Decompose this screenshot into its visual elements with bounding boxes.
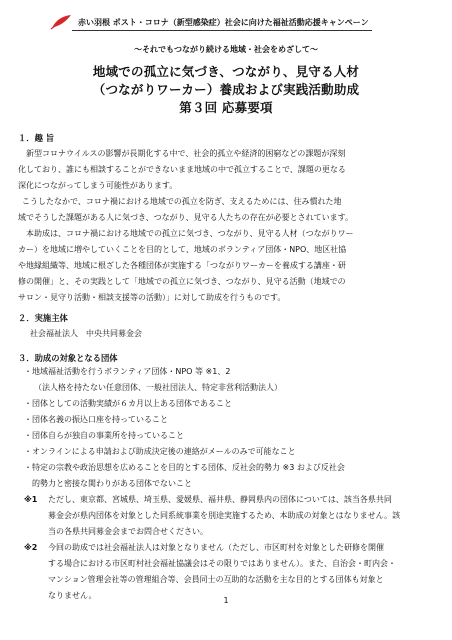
text-line: 本助成は、コロナ禍における地域での孤立に気づき、つながり、見守る人材（つながりワー: [26, 229, 354, 238]
purpose-paragraph-1: [18, 146, 436, 194]
list-item: （法人格を持たない任意団体、一般社団法人、特定非営利活動法人）: [34, 383, 282, 392]
section-heading-purpose: １．趣 旨: [18, 133, 55, 143]
note-text: マンション管理会社等の管理組合等、会員同士の互助的な活動を主な目的とする団体も対象と: [48, 575, 384, 584]
red-feather-icon: [50, 14, 72, 30]
note-text: 募金会が県内団体を対象とした同系統事業を別途実施するため、本助成の対象とはなりません。該: [48, 511, 401, 520]
note-text: ただし、東京都、宮城県、埼玉県、愛媛県、福井県、静岡県内の団体については、該当各県共同: [48, 495, 392, 504]
list-item: ・団体名義の振込口座を持っていること: [24, 415, 168, 424]
campaign-title: 赤い羽根 ポスト・コロナ（新型感染症）社会に向けた福祉活動応援キャンペーン: [78, 17, 369, 27]
section-heading-eligible: ３．助成の対象となる団体: [18, 353, 118, 363]
text-line: 修の開催」と、その実践として「地域での孤立に気づき、つながり、見守る活動（地域での: [18, 277, 346, 286]
text-line: カー）を地域に増やしていくことを目的として、地域のボランティア団体・NPO、地区社協: [18, 245, 347, 254]
note-mark: ※1: [24, 495, 38, 504]
section-heading-organizer: ２．実施主体: [18, 313, 68, 323]
list-item: 的勢力と密接な関わりがある団体でないこと: [24, 479, 192, 488]
text-line: 域でそうした課題がある人に気づき、つながり、見守る人たちの存在が必要とされています。: [18, 213, 354, 222]
purpose-paragraph-3: [18, 226, 436, 306]
list-item: ・オンラインによる申請および助成決定後の連絡がメールのみで可能なこと: [24, 447, 296, 456]
note-mark: ※2: [24, 543, 38, 552]
note-text: 今回の助成では社会福祉法人は対象となりません（ただし、市区町村を対象とした研修を開催: [48, 543, 384, 552]
list-item: ・特定の宗教や政治思想を広めることを目的とする団体、反社会的勢力 ※3 および反社会: [24, 463, 345, 472]
note-text: する場合における市区町村社会福祉協議会はその限りではありません）。また、自治会・町内会・: [48, 559, 396, 568]
list-item: ・団体としての活動実績が６カ月以上ある団体であること: [24, 399, 232, 408]
header-divider: [72, 30, 372, 31]
text-line: 深化につながってしまう可能性があります。: [18, 181, 178, 190]
note-text: 当の各県共同募金会までお問合せください。: [48, 527, 208, 536]
list-item: ・地域福祉活動を行うボランティア団体・NPO 等 ※1、2: [24, 367, 231, 376]
text-line: こうしたなかで、コロナ禍における地域での孤立を防ぎ、支えるためには、住み慣れた地: [22, 197, 342, 206]
text-line: 化しており、誰にも相談することができないまま地域の中で孤立することで、課題の更なる: [18, 165, 346, 174]
title-line-1: 地域での孤立に気づき、つながり、見守る人材: [92, 64, 360, 79]
list-item: ・団体自らが独自の事業所を持っていること: [24, 431, 184, 440]
title-line-3: 第３回 応募要項: [179, 100, 273, 115]
campaign-header: [50, 14, 369, 30]
text-line: サロン・見守り活動・相談支援等の活動）」に対して助成を行うものです。: [18, 293, 286, 302]
subtitle: ～それでもつながり続ける地域・社会をめざして～: [134, 45, 318, 54]
text-line: 新型コロナウイルスの影響が長期化する中で、社会的孤立や経済的困窮などの課題が深刻: [26, 149, 346, 158]
footnote-2: [24, 540, 396, 604]
footnote-1: [24, 492, 400, 540]
purpose-paragraph-2: [18, 194, 436, 226]
page-number: 1: [223, 596, 229, 605]
note-text: なりません。: [48, 591, 97, 600]
text-line: や地縁組織等、地域に根ざした各種団体が実施する「つながりワーカーを養成する講座・研: [18, 261, 346, 270]
organizer-name: 社会福祉法人 中央共同募金会: [30, 329, 142, 338]
title-line-2: （つながりワーカー）養成および実践活動助成: [92, 82, 360, 97]
eligibility-list: [24, 364, 345, 492]
